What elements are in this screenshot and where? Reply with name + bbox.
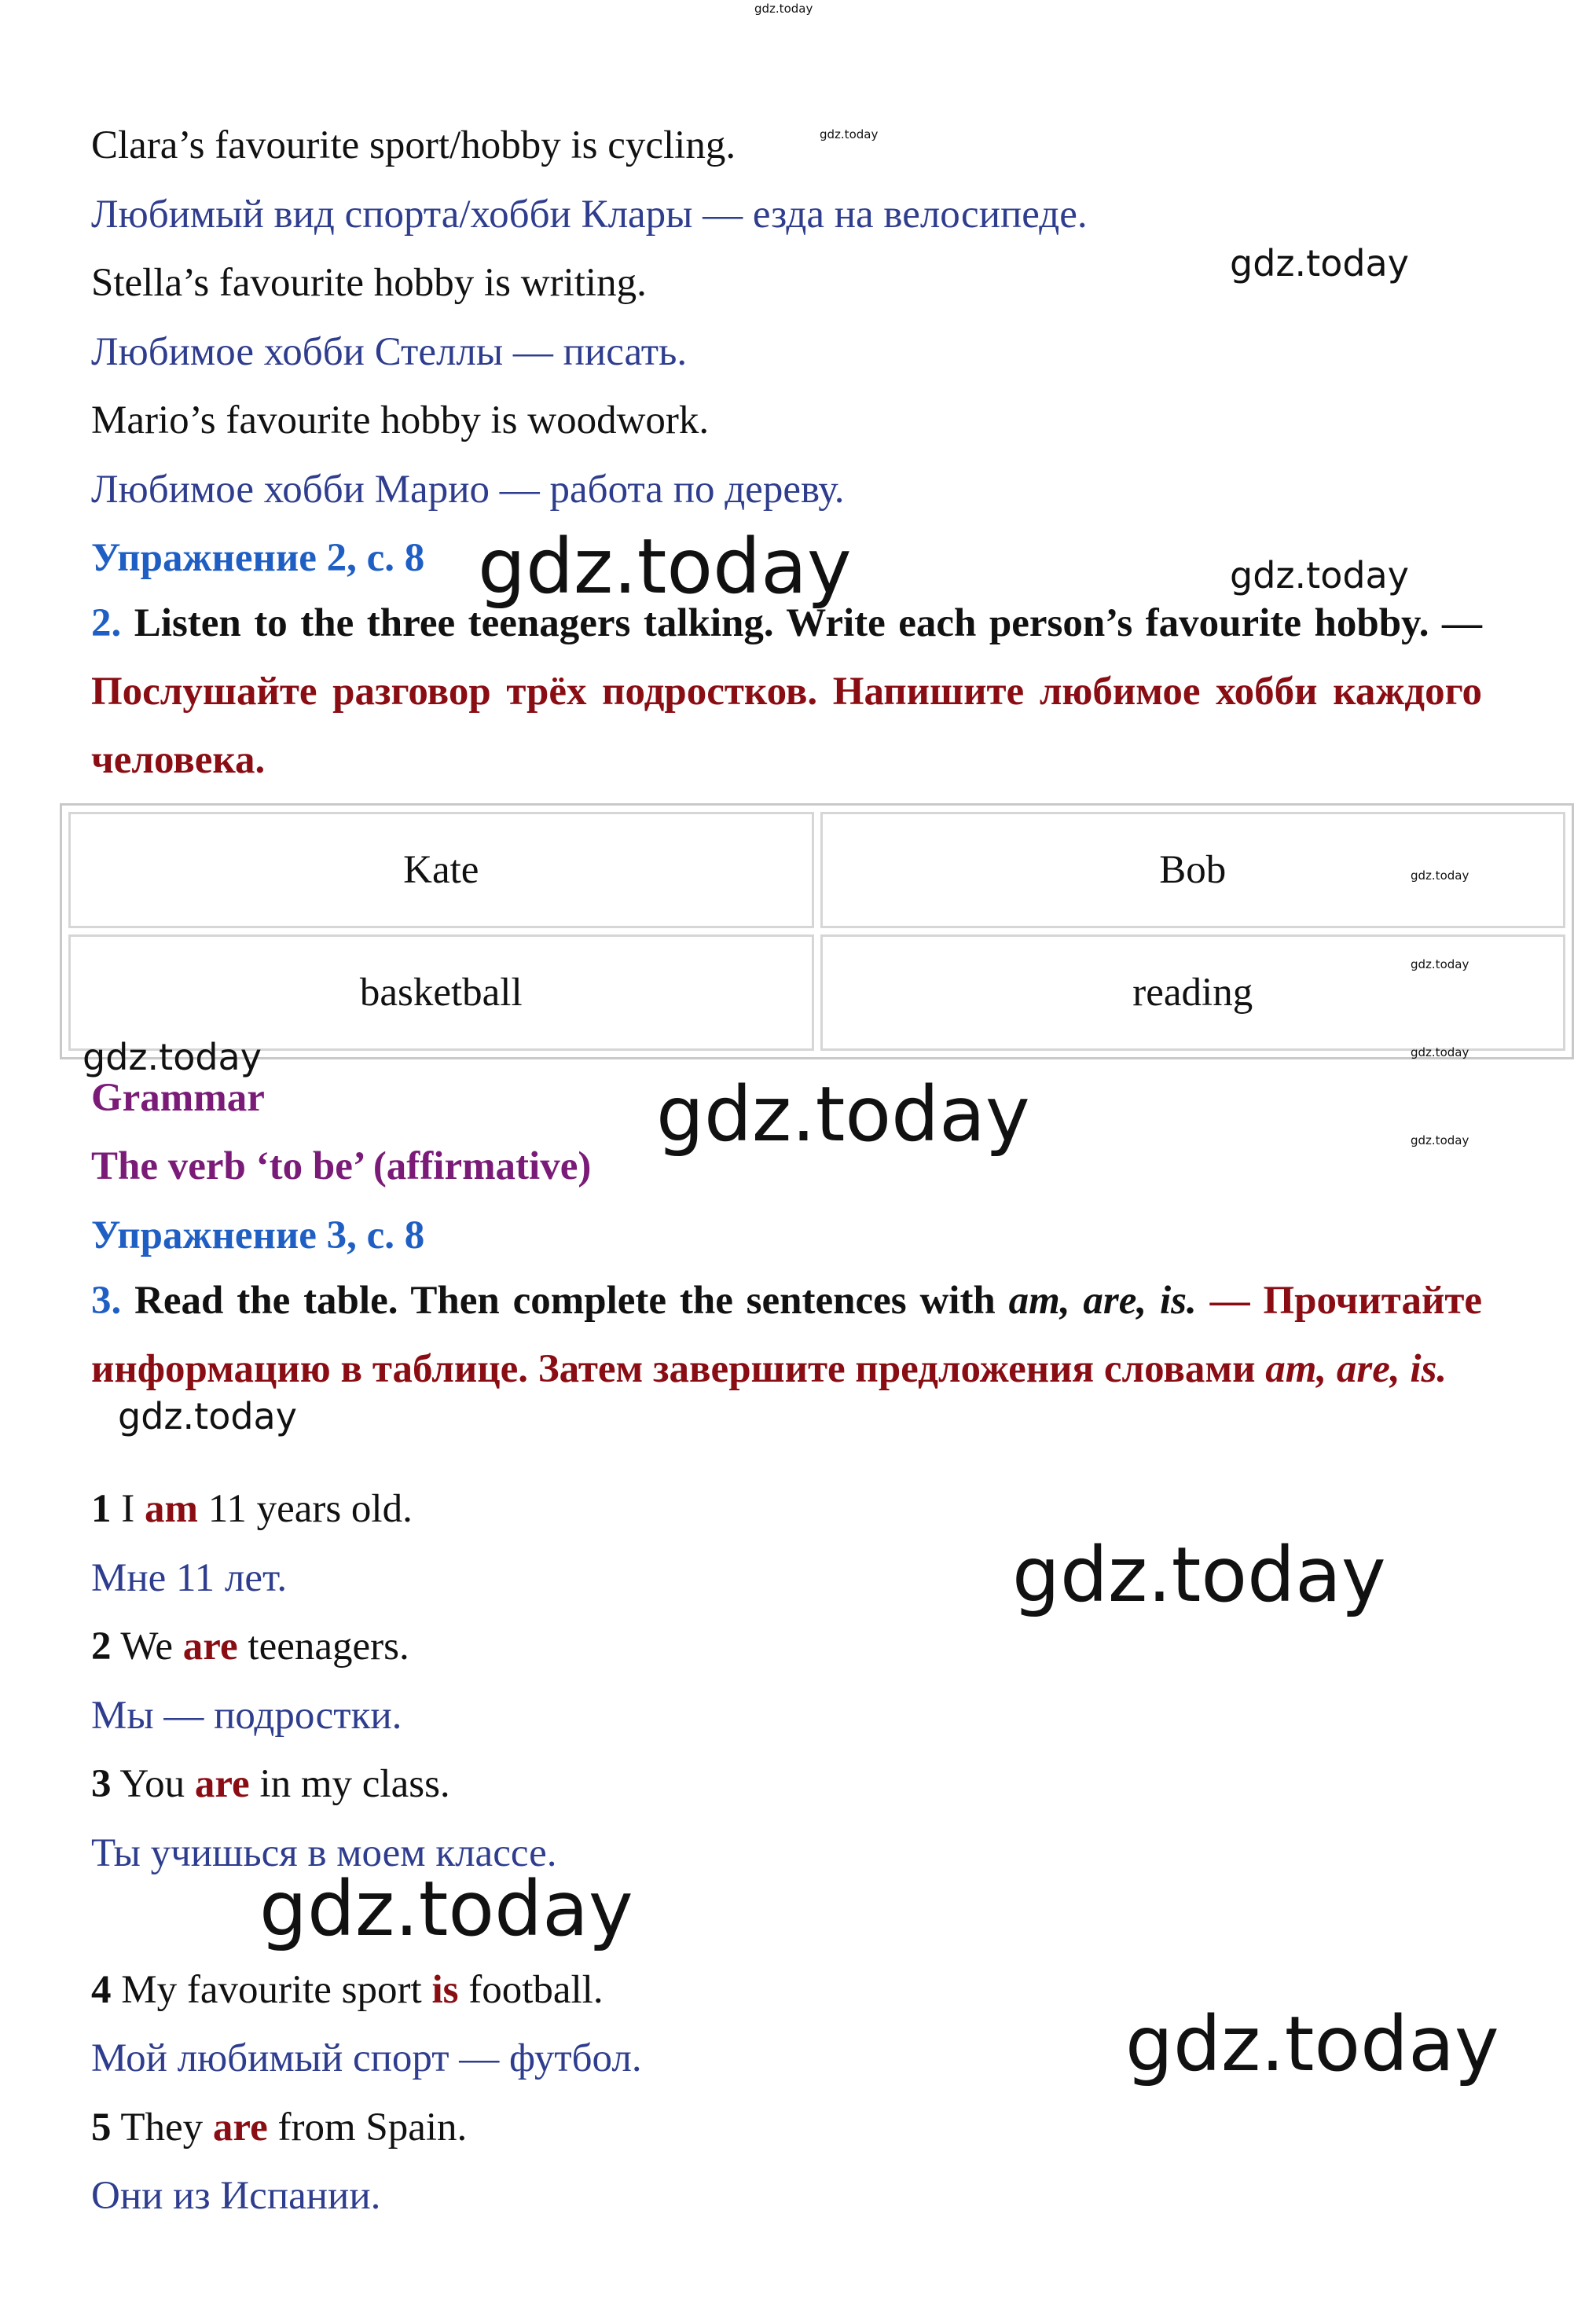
watermark: gdz.today (1125, 2000, 1499, 2088)
sentence-answer: are (194, 1762, 250, 1806)
watermark: gdz.today (1230, 242, 1409, 285)
table-cell-hobby: basketball (68, 934, 814, 1051)
watermark: gdz.today (1411, 957, 1469, 971)
hobby-table (60, 803, 1574, 1059)
sentence-line (91, 1485, 413, 1533)
text-line-ru: Любимый вид спорта/хобби Клары — езда на велосипеде. (91, 193, 1088, 237)
sentence-after: football. (468, 1968, 604, 2012)
sentence-answer: are (212, 2106, 268, 2150)
sentence-number: 1 (91, 1487, 112, 1531)
instruction-ru: Послушайте разговор трёх подростков. Напишите любимое хобби каждого человека. (91, 670, 1482, 782)
exercise-3-instruction (91, 1267, 1482, 1404)
watermark: gdz.today (1411, 1045, 1469, 1059)
sentence-after: 11 years old. (207, 1487, 413, 1531)
sentence-line (91, 1966, 604, 2014)
watermark: gdz.today (754, 2, 813, 16)
sentence-translation: Мне 11 лет. (91, 1556, 288, 1600)
sentence-number: 5 (91, 2106, 112, 2150)
dash: — (1442, 601, 1483, 645)
sentence-line (91, 1760, 450, 1808)
watermark: gdz.today (1411, 1133, 1469, 1147)
sentence-answer: are (182, 1625, 238, 1669)
sentence-line (91, 2104, 467, 2151)
exercise-2-heading: Упражнение 2, с. 8 (91, 536, 425, 580)
sentence-before: They (120, 2106, 204, 2150)
sentence-before: You (119, 1762, 185, 1806)
instruction-en: Read the table. Then complete the sentences with (134, 1279, 996, 1323)
exercise-number: 3. (91, 1279, 122, 1323)
instruction-en: Listen to the three teenagers talking. Write each person’s favourite hobby. (134, 601, 1429, 645)
instruction-words-ru: am, are, is. (1265, 1347, 1447, 1391)
watermark: gdz.today (820, 127, 879, 141)
exercise-3-heading: Упражнение 3, с. 8 (91, 1213, 425, 1257)
sentence-after: in my class. (259, 1762, 450, 1806)
instruction-ru: Прочитайте информацию в таблице. Затем завершите предложения словами (91, 1279, 1483, 1391)
exercise-2-instruction (91, 589, 1482, 795)
watermark: gdz.today (118, 1395, 297, 1437)
sentence-number: 3 (91, 1762, 112, 1806)
table-row (68, 812, 1565, 928)
table-cell-name: Bob (820, 812, 1566, 928)
sentence-translation: Мой любимый спорт — футбол. (91, 2036, 642, 2080)
text-line-ru: Любимое хобби Марио — работа по дереву. (91, 468, 845, 512)
watermark: gdz.today (656, 1070, 1030, 1158)
table-row (68, 934, 1565, 1051)
watermark: gdz.today (83, 1036, 262, 1078)
instruction-words: am, are, is. (1008, 1279, 1197, 1323)
sentence-number: 4 (91, 1968, 112, 2012)
text-line-en: Stella’s favourite hobby is writing. (91, 261, 647, 305)
sentence-answer: am (144, 1487, 198, 1531)
text-line-ru: Любимое хобби Стеллы — писать. (91, 330, 688, 374)
watermark: gdz.today (259, 1865, 633, 1953)
grammar-subtitle: The verb ‘to be’ (affirmative) (91, 1144, 592, 1188)
watermark: gdz.today (1012, 1531, 1386, 1619)
watermark: gdz.today (1230, 554, 1409, 597)
watermark: gdz.today (1411, 868, 1469, 883)
text-line-en: Clara’s favourite sport/hobby is cycling. (91, 123, 736, 167)
table-cell-name: Kate (68, 812, 814, 928)
exercise-number: 2. (91, 601, 122, 645)
sentence-before: We (120, 1625, 174, 1669)
table-cell-hobby: reading (820, 934, 1566, 1051)
sentence-after: teenagers. (248, 1625, 409, 1669)
text-line-en: Mario’s favourite hobby is woodwork. (91, 398, 710, 442)
sentence-line (91, 1623, 409, 1670)
sentence-answer: is (431, 1968, 459, 2012)
sentence-translation: Они из Испании. (91, 2174, 381, 2218)
sentence-translation: Мы — подростки. (91, 1694, 402, 1738)
sentence-translation: Ты учишься в моем классе. (91, 1831, 557, 1875)
watermark: gdz.today (478, 523, 852, 611)
sentence-before: I (121, 1487, 135, 1531)
sentence-before: My favourite sport (121, 1968, 422, 2012)
sentence-after: from Spain. (277, 2106, 468, 2150)
sentence-number: 2 (91, 1625, 112, 1669)
dash: — (1209, 1279, 1250, 1323)
grammar-title: Grammar (91, 1076, 265, 1120)
